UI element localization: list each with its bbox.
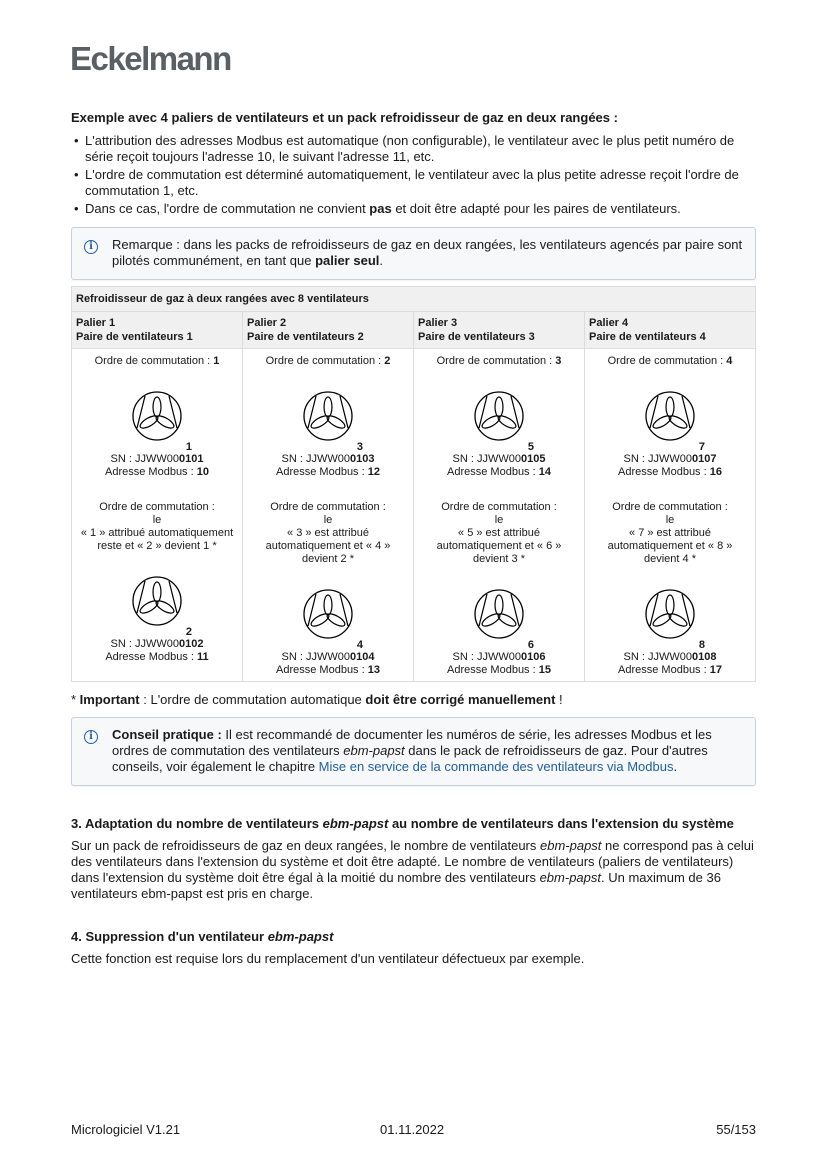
fan-icon xyxy=(122,575,192,637)
serial-number: SN : JJWW000106 xyxy=(452,651,546,663)
table-header-row xyxy=(72,312,756,349)
fan-pair-cell xyxy=(72,349,243,682)
footer-version: Micrologiciel V1.21 xyxy=(71,1122,181,1137)
serial-number: SN : JJWW000104 xyxy=(281,651,375,663)
switching-order: Ordre de commutation : 1 xyxy=(94,355,220,367)
modbus-address: Adresse Modbus : 16 xyxy=(618,466,722,478)
footer-page-number: 55/153 xyxy=(716,1122,756,1137)
section-3-heading: 3. Adaptation du nombre de ventilateurs ebm-papst au nombre de ventilateurs dans l'extension du système xyxy=(71,816,734,831)
fan-pair-cell xyxy=(585,349,756,682)
fan-icon xyxy=(293,390,363,452)
bullet-item: • L'attribution des adresses Modbus est automatique (non configurable), le ventilateur avec le plus petit numéro de série reçoit toujours l'adresse 10, le suivant l'adresse 11, etc. xyxy=(71,133,756,165)
modbus-address: Adresse Modbus : 17 xyxy=(618,664,722,676)
fan-number: 2 xyxy=(185,626,192,638)
modbus-address: Adresse Modbus : 15 xyxy=(447,664,551,676)
column-header: Palier 1 Paire de ventilateurs 1 xyxy=(72,312,243,349)
serial-number: SN : JJWW000102 xyxy=(110,638,204,650)
modbus-address: Adresse Modbus : 11 xyxy=(105,651,209,663)
modbus-address: Adresse Modbus : 13 xyxy=(276,664,380,676)
fan-number: 6 xyxy=(527,639,534,651)
serial-number: SN : JJWW000101 xyxy=(110,453,204,465)
switching-order-note: Ordre de commutation : le « 7 » est attribué automatiquement et « 8 » devient 4 * xyxy=(607,501,733,565)
serial-number: SN : JJWW000103 xyxy=(281,453,375,465)
fan-icon xyxy=(635,390,705,452)
fan-icon xyxy=(293,588,363,650)
fan-pair-cell xyxy=(414,349,585,682)
table-row xyxy=(72,349,756,682)
switching-order: Ordre de commutation : 4 xyxy=(607,355,733,367)
fan-icon xyxy=(464,588,534,650)
fan-number: 5 xyxy=(527,441,534,453)
intro-heading: Exemple avec 4 paliers de ventilateurs et un pack refroidisseur de gaz en deux rangées : xyxy=(71,110,618,125)
important-note: * Important : L'ordre de commutation automatique doit être corrigé manuellement ! xyxy=(71,692,563,707)
section-4-heading: 4. Suppression d'un ventilateur ebm-papst xyxy=(71,929,334,944)
modbus-address: Adresse Modbus : 14 xyxy=(447,466,551,478)
eckelmann-logo: Eckelmann xyxy=(70,40,231,77)
bullet-item: • Dans ce cas, l'ordre de commutation ne convient pas et doit être adapté pour les paires de ventilateurs. xyxy=(71,201,756,217)
fan-number: 1 xyxy=(185,441,192,453)
fan-number: 7 xyxy=(698,441,705,453)
column-header: Palier 3 Paire de ventilateurs 3 xyxy=(414,312,585,349)
serial-number: SN : JJWW000108 xyxy=(623,651,717,663)
section-3-paragraph: Sur un pack de refroidisseurs de gaz en deux rangées, le nombre de ventilateurs ebm-papst ne correspond pas à celui des ventilateurs dans l'extension du système et doit être adapté. Le nombre de ventilateurs (paliers de ventilateurs) dans l'extension du système doit être égal à la moitié du nombre des ventilateurs ebm-papst. Un maximum de 36 ventilateurs ebm-papst est pris en charge. xyxy=(71,838,754,901)
page-content xyxy=(71,110,756,967)
column-header: Palier 4 Paire de ventilateurs 4 xyxy=(585,312,756,349)
switching-order-note: Ordre de commutation : le « 3 » est attribué automatiquement et « 4 » devient 2 * xyxy=(265,501,391,565)
serial-number: SN : JJWW000107 xyxy=(623,453,717,465)
fan-pair-cell xyxy=(243,349,414,682)
info-icon: i xyxy=(84,240,98,254)
fan-number: 8 xyxy=(698,639,705,651)
fan-icon xyxy=(122,390,192,452)
serial-number: SN : JJWW000105 xyxy=(452,453,546,465)
fan-number: 3 xyxy=(356,441,363,453)
footer-date: 01.11.2022 xyxy=(380,1122,445,1137)
fan-number: 4 xyxy=(356,639,363,651)
modbus-address: Adresse Modbus : 12 xyxy=(276,466,380,478)
practical-tip-note: i Conseil pratique : Il est recommandé de documenter les numéros de série, les adresses Modbus et les ordres de commutation des ventilateurs ebm-papst dans le pack de refroidisseurs de gaz. Pour d'autres conseils, voir également le chapitre Mise en service de la commande des ventilateurs via Modbus. xyxy=(71,717,756,786)
modbus-address: Adresse Modbus : 10 xyxy=(105,466,209,478)
table-caption: Refroidisseur de gaz à deux rangées avec 8 ventilateurs xyxy=(72,287,756,312)
intro-bullet-list xyxy=(71,133,756,217)
fan-table xyxy=(71,286,756,682)
remark-note: i Remarque : dans les packs de refroidisseurs de gaz en deux rangées, les ventilateurs agencés par paire sont pilotés communément, en tant que palier seul. xyxy=(71,227,756,280)
fan-icon xyxy=(464,390,534,452)
section-4-paragraph: Cette fonction est requise lors du remplacement d'un ventilateur défectueux par exemple. xyxy=(71,951,585,966)
info-icon: i xyxy=(84,730,98,744)
switching-order: Ordre de commutation : 2 xyxy=(265,355,391,367)
fan-icon xyxy=(635,588,705,650)
column-header: Palier 2 Paire de ventilateurs 2 xyxy=(243,312,414,349)
chapter-link[interactable]: Mise en service de la commande des ventilateurs via Modbus xyxy=(318,759,674,774)
bullet-item: • L'ordre de commutation est déterminé automatiquement, le ventilateur avec la plus petite adresse reçoit l'ordre de commutation 1, etc. xyxy=(71,167,756,199)
switching-order: Ordre de commutation : 3 xyxy=(436,355,562,367)
switching-order-note: Ordre de commutation : le « 5 » est attribué automatiquement et « 6 » devient 3 * xyxy=(436,501,562,565)
switching-order-note: Ordre de commutation : le « 1 » attribué automatiquement reste et « 2 » devient 1 * xyxy=(80,501,234,552)
